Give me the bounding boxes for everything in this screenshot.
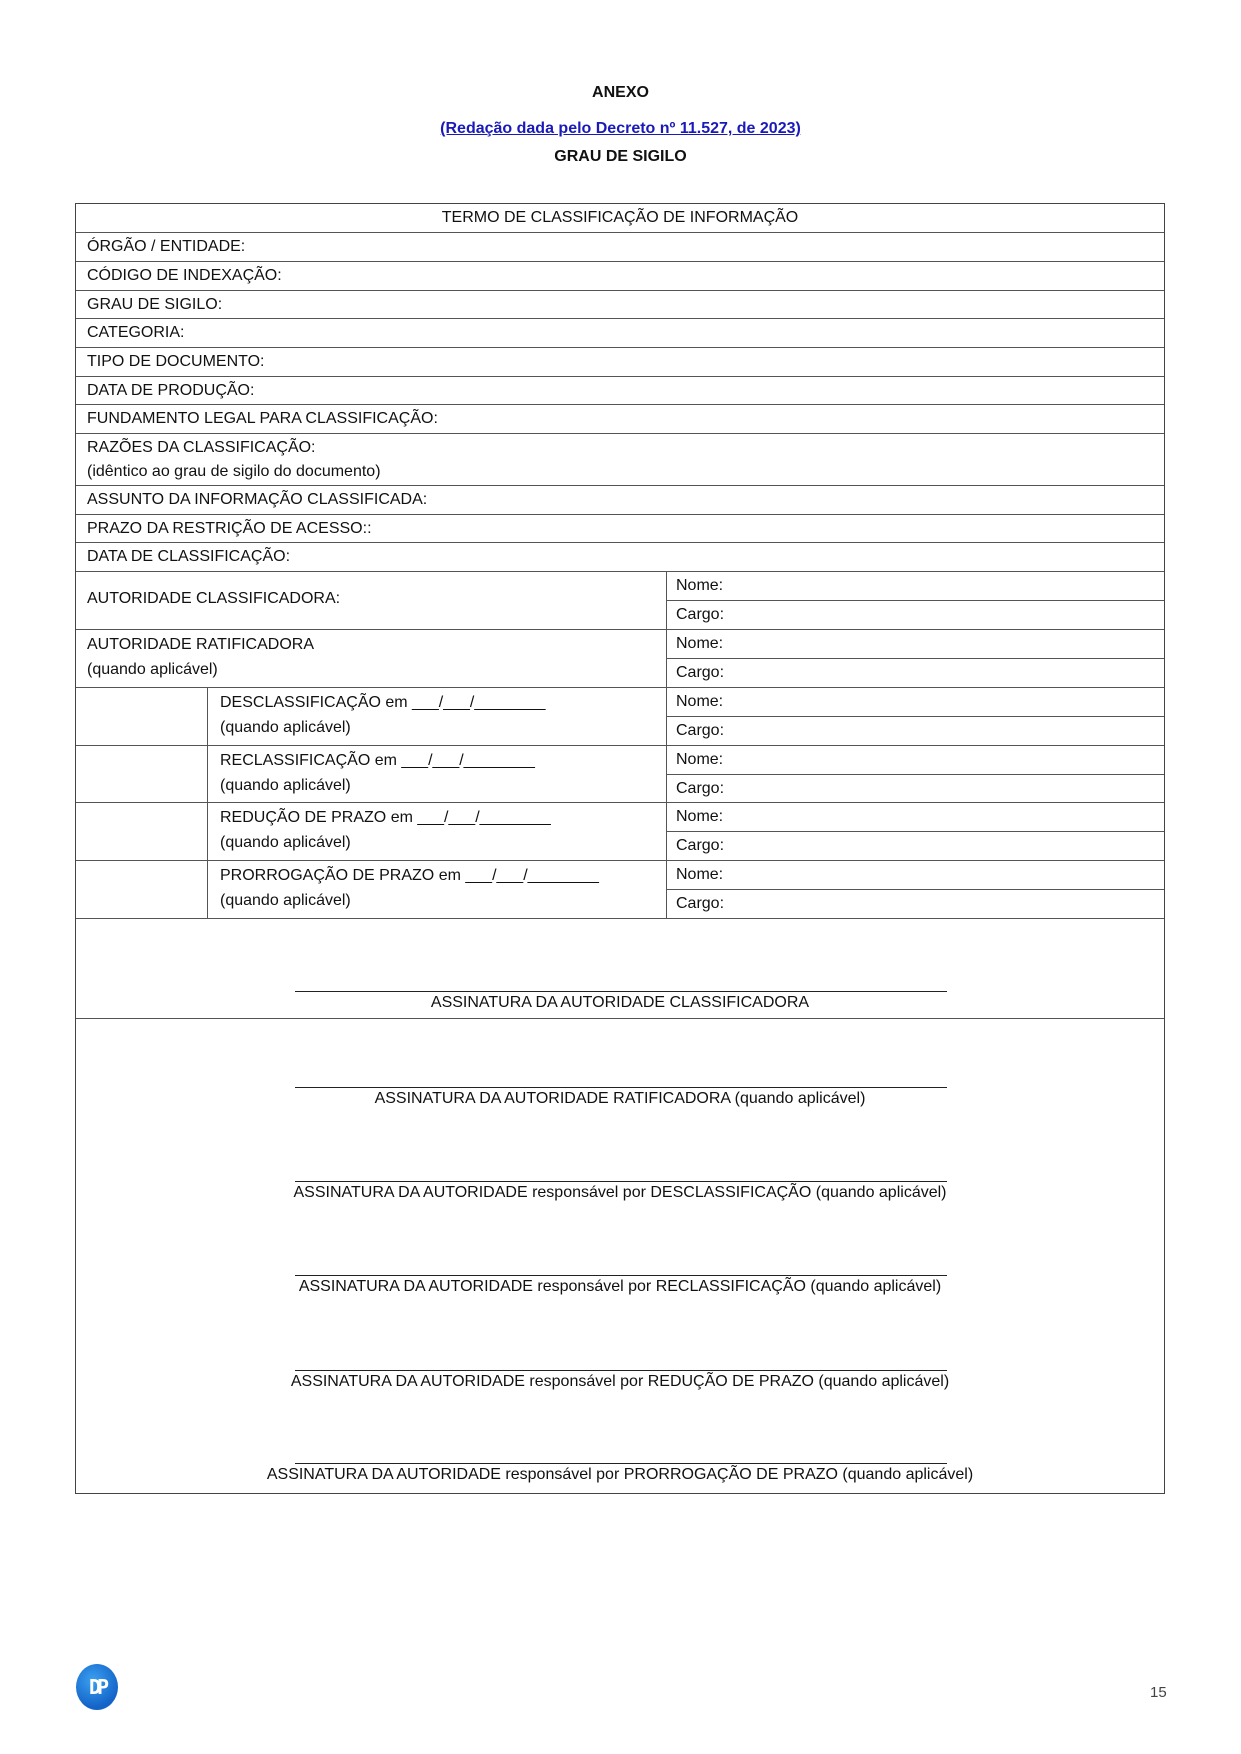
field-label: CATEGORIA: — [87, 324, 185, 341]
role-label: Cargo: — [676, 780, 725, 797]
role-field[interactable] — [666, 890, 1164, 919]
annex-title: ANEXO — [592, 84, 649, 101]
field-label: GRAU DE SIGILO: — [87, 296, 223, 313]
field-note: (idêntico ao grau de sigilo do documento) — [87, 463, 381, 480]
name-label: Nome: — [676, 866, 724, 883]
column-divider — [207, 803, 208, 860]
name-field[interactable] — [666, 861, 1164, 890]
role-label: Cargo: — [676, 606, 725, 623]
field-row-codigo[interactable] — [76, 262, 1164, 291]
role-label: Cargo: — [676, 837, 725, 854]
action-label: REDUÇÃO DE PRAZO em ___/___/________ — [220, 809, 551, 826]
amendment-note — [0, 120, 1241, 138]
name-field[interactable] — [666, 746, 1164, 775]
role-label: Cargo: — [676, 895, 725, 912]
role-field[interactable] — [666, 659, 1164, 688]
name-field[interactable] — [666, 572, 1164, 601]
signature-caption: ASSINATURA DA AUTORIDADE CLASSIFICADORA — [430, 994, 810, 1011]
field-label: FUNDAMENTO LEGAL PARA CLASSIFICAÇÃO: — [87, 410, 438, 427]
role-field[interactable] — [666, 775, 1164, 803]
field-label: ASSUNTO DA INFORMAÇÃO CLASSIFICADA: — [87, 491, 428, 508]
signature-caption: ASSINATURA DA AUTORIDADE responsável por RECLASSIFICAÇÃO (quando aplicável) — [298, 1278, 942, 1295]
field-row-data-classificacao[interactable] — [76, 543, 1164, 572]
action-label: RECLASSIFICAÇÃO em ___/___/________ — [220, 752, 535, 769]
action-note: (quando aplicável) — [220, 834, 351, 851]
signature-caption: ASSINATURA DA AUTORIDADE responsável por PRORROGAÇÃO DE PRAZO (quando aplicável) — [266, 1466, 974, 1483]
decree-link[interactable]: (Redação dada pelo Decreto nº 11.527, de 2023) — [440, 120, 801, 137]
field-row-data-producao[interactable] — [76, 377, 1164, 405]
field-label: ÓRGÃO / ENTIDADE: — [87, 238, 246, 255]
name-label: Nome: — [676, 808, 724, 825]
action-note: (quando aplicável) — [220, 719, 351, 736]
action-row-reclassificacao — [76, 746, 1164, 803]
role-label: Cargo: — [676, 664, 725, 681]
name-label: Nome: — [676, 635, 724, 652]
field-row-grau[interactable] — [76, 291, 1164, 319]
action-row-reducao — [76, 803, 1164, 861]
form-heading-row — [76, 204, 1164, 233]
form-heading: TERMO DE CLASSIFICAÇÃO DE INFORMAÇÃO — [441, 209, 799, 226]
name-field[interactable] — [666, 803, 1164, 832]
signature-caption: ASSINATURA DA AUTORIDADE responsável por REDUÇÃO DE PRAZO (quando aplicável) — [290, 1373, 950, 1390]
column-divider — [207, 688, 208, 745]
signature-line[interactable] — [295, 1181, 947, 1182]
role-field[interactable] — [666, 601, 1164, 630]
name-field[interactable] — [666, 688, 1164, 717]
annex-subtitle: GRAU DE SIGILO — [554, 148, 687, 165]
action-note: (quando aplicável) — [220, 777, 351, 794]
ratifying-authority-note: (quando aplicável) — [87, 661, 218, 678]
role-label: Cargo: — [676, 722, 725, 739]
field-label: DATA DE PRODUÇÃO: — [87, 382, 255, 399]
signature-line[interactable] — [295, 1087, 947, 1088]
field-label: DATA DE CLASSIFICAÇÃO: — [87, 548, 291, 565]
signature-line[interactable] — [295, 1370, 947, 1371]
name-label: Nome: — [676, 751, 724, 768]
field-row-razoes[interactable] — [76, 434, 1164, 486]
action-note: (quando aplicável) — [220, 892, 351, 909]
action-row-desclassificacao — [76, 688, 1164, 746]
signature-block-classifying — [76, 919, 1164, 1019]
signature-line[interactable] — [295, 1463, 947, 1464]
column-divider — [207, 746, 208, 802]
field-label: TIPO DE DOCUMENTO: — [87, 353, 265, 370]
action-row-prorrogacao — [76, 861, 1164, 919]
ratifying-authority-label: AUTORIDADE RATIFICADORA — [87, 636, 314, 653]
field-row-orgao[interactable] — [76, 233, 1164, 262]
ratifying-authority-row — [76, 630, 1164, 688]
name-label: Nome: — [676, 693, 724, 710]
signature-line[interactable] — [295, 991, 947, 992]
signature-caption: ASSINATURA DA AUTORIDADE RATIFICADORA (quando aplicável) — [374, 1090, 866, 1107]
classifying-authority-label: AUTORIDADE CLASSIFICADORA: — [87, 590, 341, 607]
field-label: PRAZO DA RESTRIÇÃO DE ACESSO:: — [87, 520, 372, 537]
field-row-prazo[interactable] — [76, 515, 1164, 543]
name-field[interactable] — [666, 630, 1164, 659]
classification-form — [75, 203, 1165, 1494]
field-label: RAZÕES DA CLASSIFICAÇÃO: — [87, 439, 316, 456]
signature-line[interactable] — [295, 1275, 947, 1276]
role-field[interactable] — [666, 832, 1164, 861]
signature-caption: ASSINATURA DA AUTORIDADE responsável por DESCLASSIFICAÇÃO (quando aplicável) — [293, 1184, 947, 1201]
field-row-categoria[interactable] — [76, 319, 1164, 348]
column-divider — [207, 861, 208, 918]
classifying-authority-row — [76, 572, 1164, 630]
action-label: DESCLASSIFICAÇÃO em ___/___/________ — [220, 694, 546, 711]
field-row-fundamento[interactable] — [76, 405, 1164, 434]
name-label: Nome: — [676, 577, 724, 594]
field-label: CÓDIGO DE INDEXAÇÃO: — [87, 267, 282, 284]
page-number: 15 — [1150, 1684, 1167, 1701]
role-field[interactable] — [666, 717, 1164, 746]
field-row-assunto[interactable] — [76, 486, 1164, 515]
publisher-logo-icon: DP — [76, 1664, 118, 1710]
field-row-tipo[interactable] — [76, 348, 1164, 377]
action-label: PRORROGAÇÃO DE PRAZO em ___/___/________ — [220, 867, 599, 884]
